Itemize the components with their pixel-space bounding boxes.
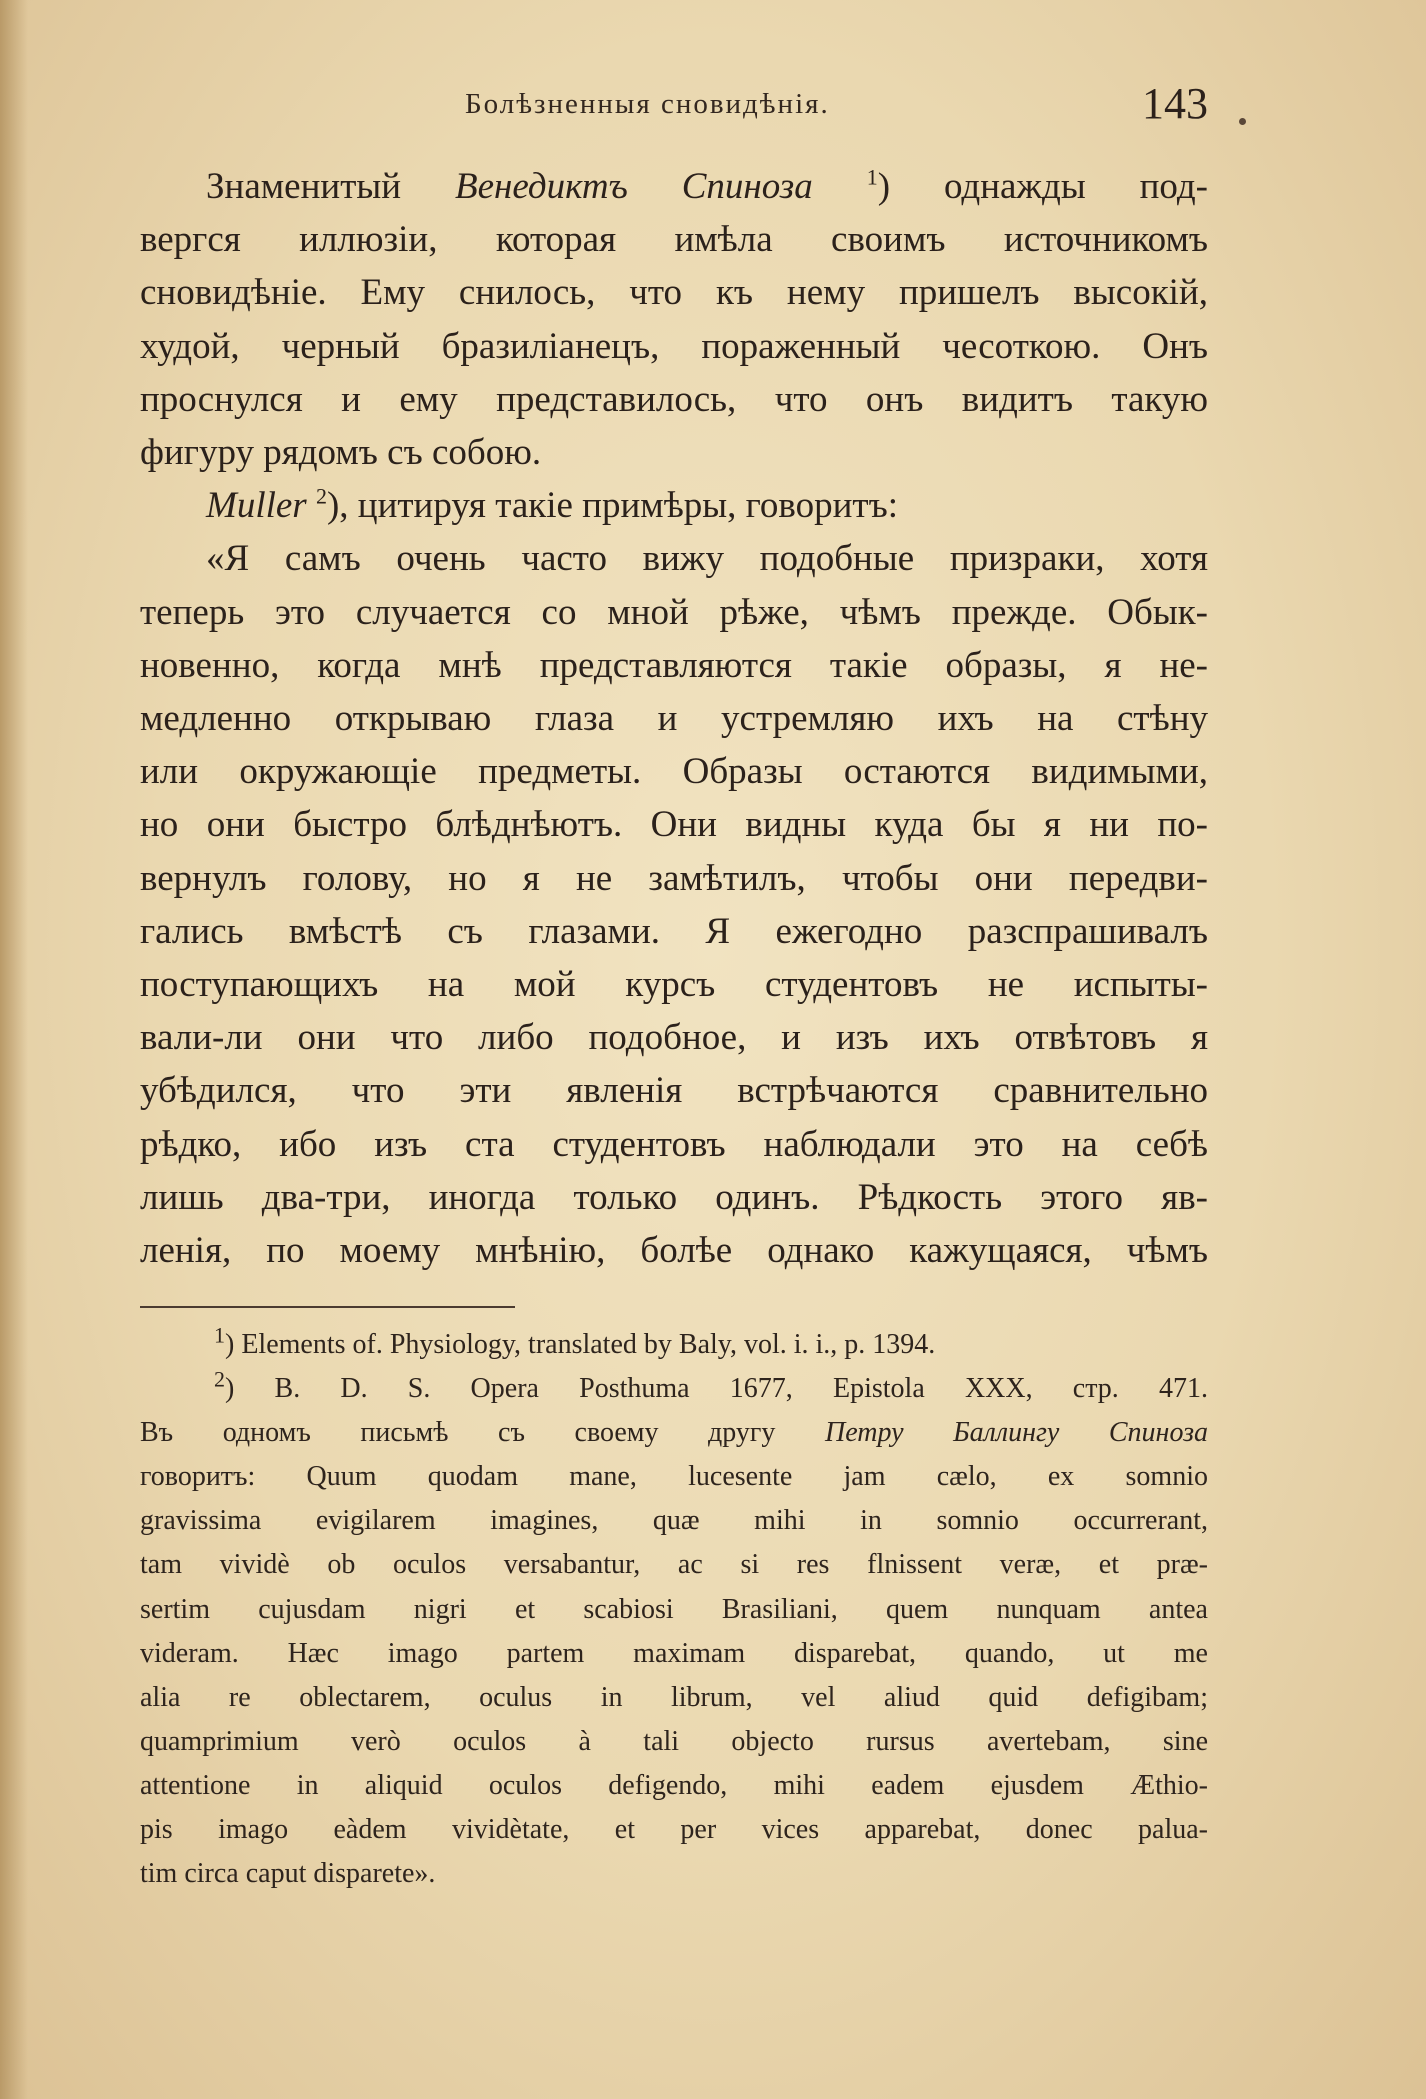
text-line: поступающихъ на мой курсъ студентовъ не испыты- <box>140 964 1208 1006</box>
text-line: теперь это случается со мной рѣже, чѣмъ прежде. Обык- <box>140 591 1208 633</box>
footnote-mark: 1 <box>214 1322 225 1348</box>
footnote-line: tam vividè ob oculos versabantur, ac si res flnissent veræ, et præ- <box>140 1549 1208 1581</box>
footnote-line <box>140 1411 1208 1455</box>
footnotes <box>140 1323 1208 1896</box>
text-line: вергся иллюзіи, которая имѣла своимъ иcточникомъ <box>140 219 1208 261</box>
printer-dot <box>1239 118 1246 125</box>
footnote-text: ) Elements of. Physiology, translated by Baly, vol. i. i., p. 1394. <box>225 1329 936 1360</box>
text-span: Знаменитый <box>206 166 455 207</box>
text-line: ленія, по моему мнѣнію, болѣе однако кажущаяся, чѣмъ <box>140 1230 1208 1272</box>
text-line: новенно, когда мнѣ представляются такіе образы, я не- <box>140 644 1208 686</box>
footnote-line: tim circa caput disparete». <box>140 1858 436 1890</box>
footnote-line: quamprimium verò oculos à tali objecto rursus avertebam, sine <box>140 1725 1208 1757</box>
text-span: ) однажды под- <box>877 166 1209 207</box>
main-text <box>140 160 1208 1277</box>
text-line: лишь два-три, иногда только одинъ. Рѣдкость этого яв- <box>140 1176 1208 1218</box>
text-line <box>140 479 1208 532</box>
person-name: Венедиктъ Спиноза <box>454 166 813 207</box>
footnote-line: говоритъ: Quum quodam mane, lucesente jam cælo, ex somnio <box>140 1461 1208 1493</box>
text-line: фигуру рядомъ съ собою. <box>140 432 542 474</box>
text-line <box>140 160 1208 213</box>
footnote-line: sertim cujusdam nigri et scabiosi Brasiliani, quem nunquam antea <box>140 1593 1208 1625</box>
text-line: вали-ли они что либо подобное, и изъ ихъ отвѣтовъ я <box>140 1017 1208 1059</box>
text-line: сновидѣніе. Ему снилось, что къ нему пришелъ высокій, <box>140 272 1208 314</box>
text-line: рѣдко, ибо изъ ста студентовъ наблюдали это на себѣ <box>140 1123 1208 1165</box>
footnote-line: alia re oblectarem, oculus in librum, vel aliud quid defigibam; <box>140 1681 1208 1713</box>
text-line: «Я самъ очень часто вижу подобные призраки, хотя <box>206 538 1208 580</box>
footnote-line: attentione in aliquid oculos defigendo, mihi eadem ejusdem Æthio- <box>140 1769 1208 1801</box>
footnote-divider <box>140 1306 515 1308</box>
text-line: медленно открываю глаза и устремляю ихъ на стѣну <box>140 698 1208 740</box>
text-line: вернулъ голову, но я не замѣтилъ, чтобы они передви- <box>140 857 1208 899</box>
text-line: худой, черный бразиліанецъ, пораженный чесоткою. Онъ <box>140 325 1208 367</box>
footnote-line: pis imago eàdem vividètate, et per vices apparebat, donec palua- <box>140 1814 1208 1846</box>
footnote-1 <box>140 1323 1208 1367</box>
text-span: ), цитируя такіе примѣры, говоритъ: <box>326 485 898 527</box>
running-title: Болѣзненныя сновидѣнія. <box>465 88 830 120</box>
footnote-ref: 2 <box>315 483 327 509</box>
person-name: Петру Баллингу Спиноза <box>825 1417 1209 1449</box>
person-name: Muller <box>206 485 307 527</box>
text-line: убѣдился, что эти явленія встрѣчаются сравнительно <box>140 1070 1208 1112</box>
footnote-line: videram. Hæc imago partem maximam disparebat, quando, ut me <box>140 1637 1208 1669</box>
footnote-mark: 2 <box>214 1366 225 1392</box>
footnote-line: gravissima evigilarem imagines, quæ mihi in somnio occurrerant, <box>140 1505 1208 1537</box>
page-number: 143 <box>1142 79 1208 128</box>
text-line: гались вмѣстѣ съ глазами. Я ежегодно разспрашивалъ <box>140 910 1208 952</box>
text-line: проснулся и ему представилось, что онъ видитъ такую <box>140 378 1208 420</box>
footnote-text: ) B. D. S. Opera Posthuma 1677, Epistola XXX, стр. 471. <box>225 1373 1208 1405</box>
footnote-2 <box>140 1367 1208 1411</box>
text-line: или окружающіе предметы. Образы остаются видимыми, <box>140 751 1208 793</box>
text-line: но они быстро блѣднѣютъ. Они видны куда бы я ни по- <box>140 804 1208 846</box>
footnote-ref: 1 <box>866 164 878 190</box>
page-header <box>140 78 1208 138</box>
footnote-text: Въ одномъ письмѣ съ своему другу <box>140 1417 825 1449</box>
